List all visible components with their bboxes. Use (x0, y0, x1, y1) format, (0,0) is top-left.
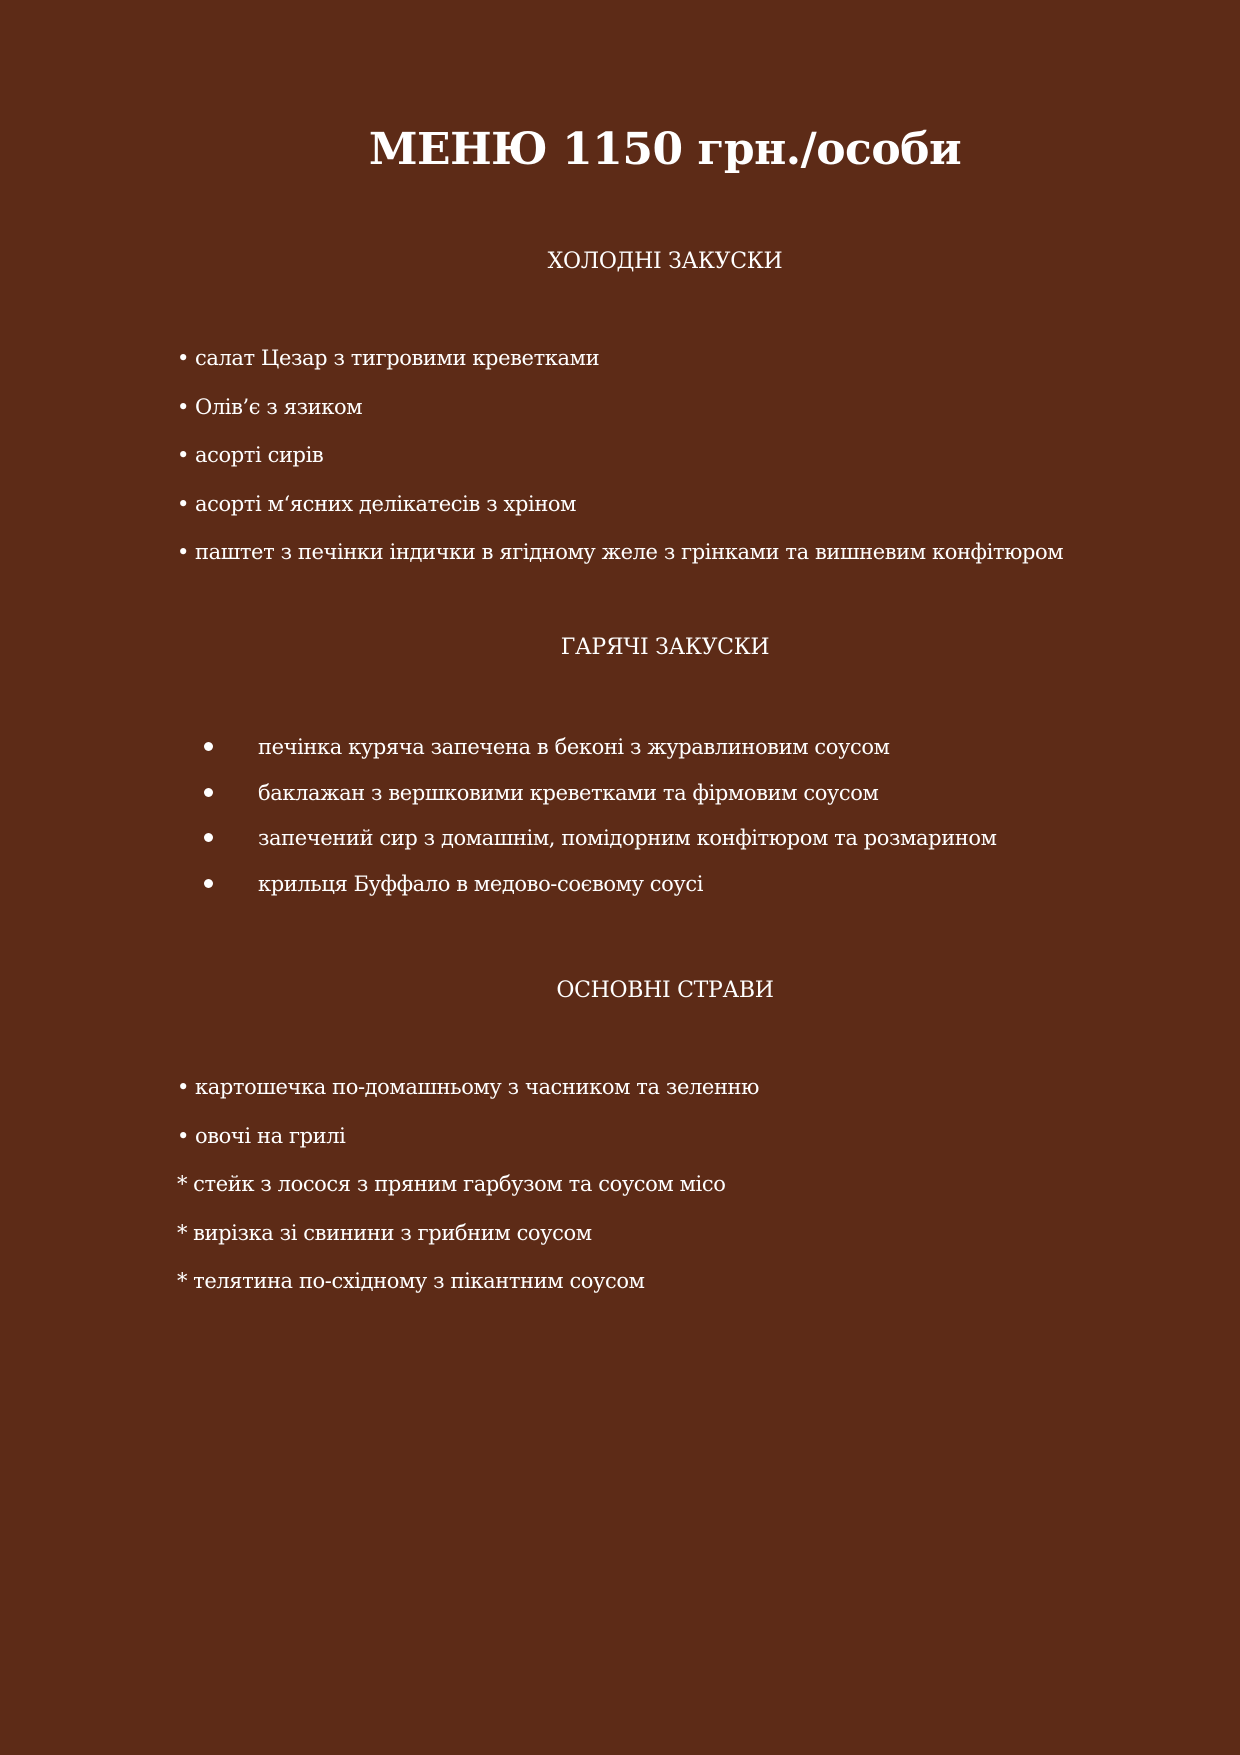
list-item: печінка куряча запечена в беконі з журавлиновим соусом (200, 732, 997, 778)
list-item: • овочі на грилі (177, 1123, 346, 1148)
list-item: * телятина по-східному з пікантним соусом (177, 1269, 645, 1293)
list-item: баклажан з вершковими креветками та фірмовим соусом (200, 778, 997, 824)
section-heading-cold-appetizers: ХОЛОДНІ ЗАКУСКИ (547, 249, 783, 274)
list-item: • Олів’є з язиком (177, 394, 363, 419)
main-dishes-list (177, 1072, 759, 1315)
bullet-icon (204, 879, 213, 888)
menu-title: МЕНЮ 1150 грн./особи (368, 124, 962, 175)
list-item: • картошечка по-домашньому з часником та зеленню (177, 1075, 760, 1099)
bullet-icon (204, 788, 213, 797)
list-item: запечений сир з домашнім, помідорним конфітюром та розмарином (200, 823, 997, 869)
bullet-icon (204, 742, 213, 751)
list-item: крильця Буффало в медово-соєвому соусі (200, 869, 997, 915)
list-item: • асорті сирів (177, 443, 324, 467)
list-item: • паштет з печінки індички в ягідному желе з грінками та вишневим конфітюром (177, 540, 1064, 564)
cold-appetizers-list (177, 343, 1063, 586)
bullet-icon (204, 833, 213, 842)
hot-appetizers-list (200, 732, 997, 914)
section-heading-main-dishes: ОСНОВНІ СТРАВИ (556, 978, 774, 1003)
list-item: • асорті м‘ясних делікатесів з хріном (177, 491, 577, 516)
list-item: * стейк з лосося з пряним гарбузом та соусом місо (177, 1172, 726, 1196)
list-item: * вирізка зі свинини з грибним соусом (177, 1220, 592, 1245)
section-heading-hot-appetizers: ГАРЯЧІ ЗАКУСКИ (560, 635, 770, 660)
list-item: • салат Цезар з тигровими креветками (177, 346, 600, 370)
